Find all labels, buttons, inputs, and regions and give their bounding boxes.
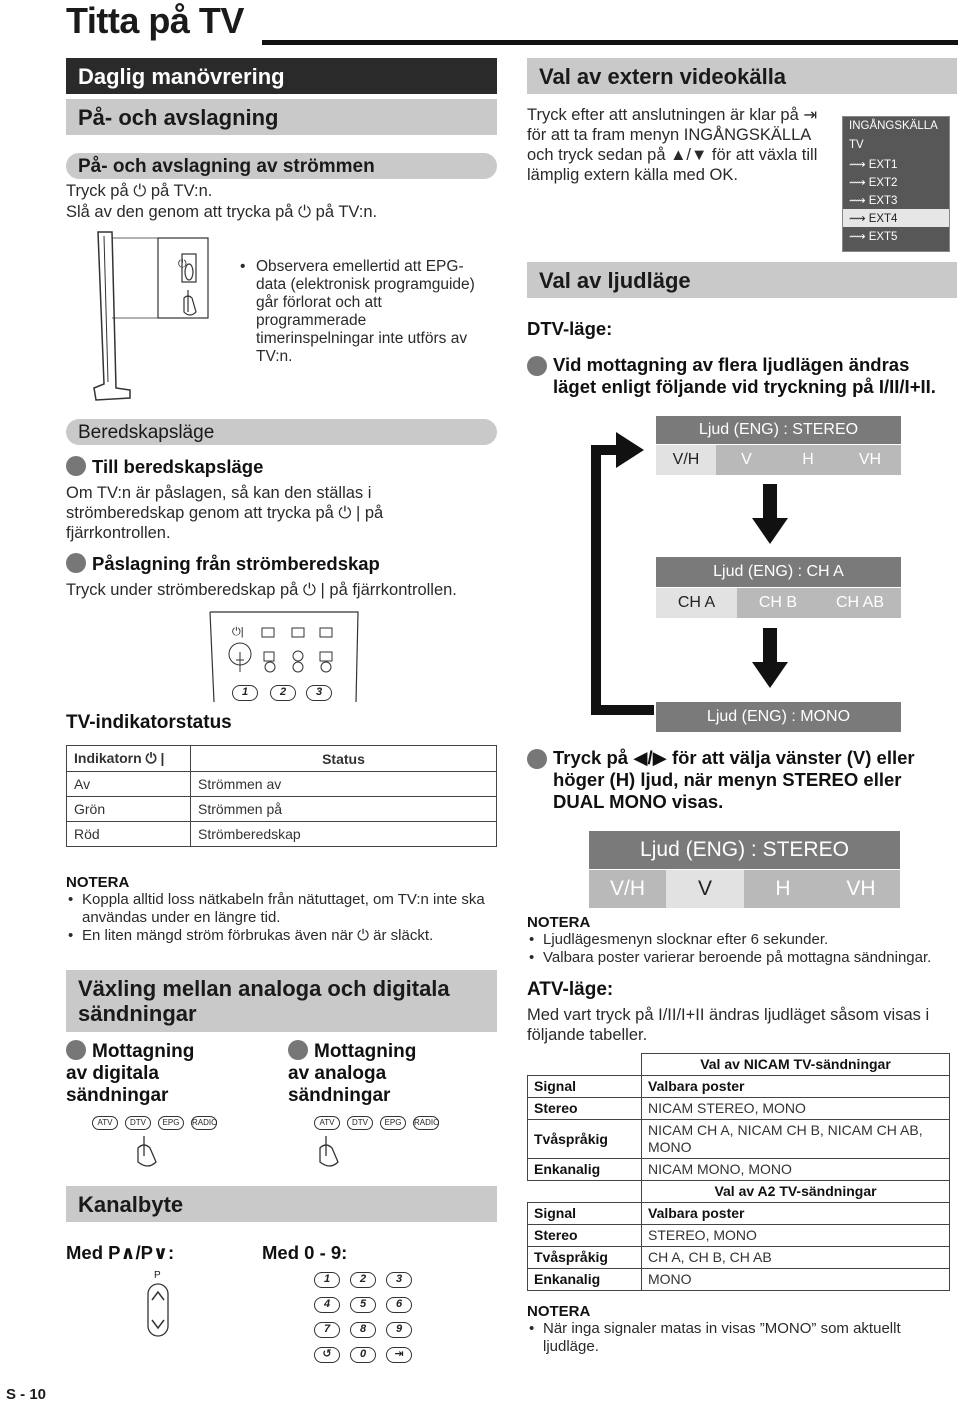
source-item-ext4[interactable]: [843, 209, 949, 227]
notera-2-item: • Ljudlägesmenyn slocknar efter 6 sekunder.: [527, 931, 957, 949]
numpad-8[interactable]: 8: [350, 1322, 376, 1338]
notera-2-item: • Valbara poster varierar beroende på mottagna sändningar.: [527, 949, 957, 967]
numpad-1[interactable]: 1: [314, 1272, 340, 1288]
section-val-ljud: Val av ljudläge: [527, 262, 957, 298]
stereo-header: Ljud (ENG) : STEREO: [656, 416, 901, 444]
cha-header: Ljud (ENG) : CH A: [656, 557, 901, 587]
notera-2-title: NOTERA: [527, 914, 591, 931]
ind-cell: Röd: [67, 822, 191, 847]
notera-3-title: NOTERA: [527, 1303, 591, 1320]
source-item-ext5[interactable]: [843, 227, 949, 245]
valbara-cell: NICAM STEREO, MONO: [642, 1098, 950, 1120]
atv-heading: ATV-läge:: [527, 979, 614, 1000]
arrow-down-icon: [752, 518, 788, 544]
col-valbara: Valbara poster: [642, 1076, 950, 1098]
scart-icon: ⟿: [849, 213, 869, 225]
signal-cell: Tvåspråkig: [528, 1120, 642, 1159]
source-label: EXT2: [868, 177, 898, 189]
num-btn-1[interactable]: 1: [232, 685, 258, 701]
scart-icon: ⟿: [849, 159, 869, 171]
p-rocker[interactable]: [146, 1282, 170, 1338]
source-item-ext3[interactable]: [843, 191, 949, 209]
source-label: EXT3: [868, 195, 898, 207]
opt-v[interactable]: V: [716, 445, 777, 475]
opt-vh[interactable]: V/H: [656, 445, 716, 475]
notera-1-title: NOTERA: [66, 874, 130, 891]
valbara-cell: NICAM CH A, NICAM CH B, NICAM CH AB, MONO: [642, 1120, 950, 1159]
signal-cell: Enkanalig: [528, 1159, 642, 1181]
tryck-line: Tryck på ⏻ på TV:n.: [66, 182, 213, 200]
numpad-input[interactable]: ⇥: [386, 1347, 412, 1363]
tv-side-illustration: [90, 228, 220, 404]
pill-beredskap: Beredskapsläge: [66, 419, 497, 445]
opt-h[interactable]: H: [744, 870, 822, 908]
paslagning-text: Tryck under strömberedskap på ⏻ | på fjärrkontrollen.: [66, 581, 457, 599]
valbara-cell: CH A, CH B, CH AB: [642, 1247, 950, 1269]
numpad-0[interactable]: 0: [350, 1347, 376, 1363]
opt-chab[interactable]: CH AB: [819, 588, 901, 618]
source-item-ext2[interactable]: [843, 173, 949, 191]
radio-button[interactable]: RADIO: [413, 1116, 439, 1130]
numpad-7[interactable]: 7: [314, 1322, 340, 1338]
section-pa-av: På- och avslagning: [66, 99, 497, 135]
numpad-2[interactable]: 2: [350, 1272, 376, 1288]
dtv-button[interactable]: DTV: [125, 1116, 151, 1130]
num-btn-2[interactable]: 2: [270, 685, 296, 701]
section-val-extern: Val av extern videokälla: [527, 58, 957, 94]
tryck-vh-text: Tryck på ◀/▶ för att välja vänster (V) eller höger (H) ljud, när menyn STEREO eller DUAL MONO visas.: [553, 747, 915, 812]
notera-2: [527, 914, 957, 967]
page-footer: S - 10: [6, 1386, 47, 1403]
notera-3-item: • När inga signaler matas in visas ”MONO” som aktuellt ljudläge.: [527, 1320, 937, 1356]
epg-button[interactable]: EPG: [158, 1116, 184, 1130]
mott-ana-label: Mottagning av analoga sändningar: [288, 1041, 417, 1106]
signal-cell: Enkanalig: [528, 1269, 642, 1291]
ind-col-status: Status: [191, 746, 497, 772]
mott-ana-heading: [288, 1040, 438, 1107]
notera-1-item: • Koppla alltid loss nätkabeln från nätuttaget, om TV:n inte ska användas under en längre tid.: [66, 891, 497, 927]
till-beredskap-heading: [66, 456, 497, 478]
valbara-cell: STEREO, MONO: [642, 1225, 950, 1247]
source-label: EXT1: [868, 159, 898, 171]
hand-pointer-icon: [130, 1130, 164, 1170]
stereo-options: [656, 445, 901, 475]
opt-h[interactable]: H: [777, 445, 839, 475]
power-icon-small: ⏻: [178, 258, 187, 270]
opt-vh[interactable]: V/H: [589, 870, 666, 908]
scart-icon: ⟿: [849, 231, 869, 243]
notera-1-item: • En liten mängd ström förbrukas även när ⏻ är släckt.: [66, 927, 497, 945]
bullet-dot: [66, 456, 86, 476]
notera-3: [527, 1303, 937, 1356]
med-09-label: Med 0 - 9:: [262, 1242, 348, 1263]
col-valbara: Valbara poster: [642, 1203, 950, 1225]
source-item-ext1[interactable]: [843, 155, 949, 173]
col-signal: Signal: [528, 1076, 642, 1098]
sla-line: Slå av den genom att trycka på ⏻ på TV:n.: [66, 203, 378, 221]
ind-cell: Grön: [67, 797, 191, 822]
bullet-dot: [288, 1040, 308, 1060]
tv-ind-heading: TV-indikatorstatus: [66, 712, 232, 733]
title-rule: [262, 40, 958, 45]
source-label: EXT5: [868, 231, 898, 243]
scart-icon: ⟿: [849, 177, 869, 189]
source-menu: [842, 116, 950, 252]
opt-chb[interactable]: CH B: [737, 588, 819, 618]
numpad-5[interactable]: 5: [350, 1297, 376, 1313]
dtv-button[interactable]: DTV: [347, 1116, 373, 1130]
arrow-shaft: [763, 628, 777, 664]
observera-text: Observera emellertid att EPG-data (elektronisk programguide) går förlorat och att programmerade timerinspelningar inte utförs av TV:n.: [256, 258, 475, 365]
till-beredskap-label: Till beredskapsläge: [92, 456, 264, 477]
arrow-shaft: [763, 484, 777, 520]
valbara-cell: MONO: [642, 1269, 950, 1291]
bullet-dot: [527, 356, 547, 376]
med-p-label: Med P∧/P∨:: [66, 1242, 175, 1263]
bullet-dot: [66, 1040, 86, 1060]
loop-bracket: [580, 420, 660, 720]
signal-cell: Tvåspråkig: [528, 1247, 642, 1269]
section-kanalbyte: Kanalbyte: [66, 1186, 497, 1222]
atv-button[interactable]: ATV: [92, 1116, 118, 1130]
opt-cha[interactable]: CH A: [656, 588, 737, 618]
source-label: EXT4: [868, 213, 898, 225]
valbara-cell: NICAM MONO, MONO: [642, 1159, 950, 1181]
till-text: Om TV:n är påslagen, så kan den ställas i strömberedskap genom att trycka på ⏻ | på fjärrkontrollen.: [66, 484, 384, 542]
btn-row-digital: [92, 1112, 224, 1130]
observera-note: • Observera emellertid att EPG-data (elektronisk programguide) går förlorat och att programmerade timerinspelningar inte utförs av TV:n.: [240, 258, 475, 365]
atv-button[interactable]: ATV: [314, 1116, 340, 1130]
stereo2-header: Ljud (ENG) : STEREO: [589, 831, 900, 869]
mott-dig-heading: [66, 1040, 216, 1107]
cha-options: [656, 588, 901, 618]
opt-vh-both[interactable]: VH: [822, 870, 900, 908]
opt-v[interactable]: V: [666, 870, 744, 908]
arrow-down-icon: [752, 662, 788, 688]
atv-text: Med vart tryck på I/II/I+II ändras ljudläget såsom visas i följande tabeller.: [527, 1006, 930, 1044]
btn-row-analog: [314, 1112, 446, 1130]
paslagning-label: Påslagning från strömberedskap: [92, 553, 380, 574]
mott-dig-label: Mottagning av digitala sändningar: [66, 1041, 195, 1106]
bullet-dot: [66, 553, 86, 573]
vid-mott-heading: [527, 354, 957, 398]
opt-vh-both[interactable]: VH: [839, 445, 901, 475]
ind-cell: Strömberedskap: [191, 822, 497, 847]
num-btn-3[interactable]: 3: [306, 685, 332, 701]
ind-col-indikator: Indikatorn ⏻ |: [67, 746, 191, 772]
numpad-flashback[interactable]: ↺: [314, 1347, 340, 1363]
signal-cell: Stereo: [528, 1225, 642, 1247]
numpad-6[interactable]: 6: [386, 1297, 412, 1313]
signal-cell: Stereo: [528, 1098, 642, 1120]
mono-header: Ljud (ENG) : MONO: [656, 702, 901, 732]
ind-cell: Strömmen av: [191, 772, 497, 797]
section-vaxling: Växling mellan analoga och digitala sändningar: [66, 970, 497, 1032]
a2-title: Val av A2 TV-sändningar: [642, 1181, 950, 1203]
scart-icon: ⟿: [849, 195, 869, 207]
vid-mott-text: Vid mottagning av flera ljudlägen ändras läget enligt följande vid tryckning på I/II/I+II.: [553, 354, 936, 397]
hand-pointer-icon: [312, 1130, 346, 1170]
pill-pa-av-strom: På- och avslagning av strömmen: [66, 153, 497, 179]
section-daglig: Daglig manövrering: [66, 58, 497, 94]
col-signal: Signal: [528, 1203, 642, 1225]
numpad-4[interactable]: 4: [314, 1297, 340, 1313]
nicam-title: Val av NICAM TV-sändningar: [642, 1054, 950, 1076]
tryck-vh-heading: [527, 747, 957, 813]
source-item-tv[interactable]: TV: [849, 139, 864, 151]
ind-cell: Av: [67, 772, 191, 797]
radio-button[interactable]: RADIO: [191, 1116, 217, 1130]
source-menu-title: INGÅNGSKÄLLA: [849, 120, 938, 132]
dtv-heading: DTV-läge:: [527, 318, 613, 339]
paslagning-heading: [66, 553, 497, 575]
page-title: Titta på TV: [66, 0, 244, 41]
bullet-dot: [527, 749, 547, 769]
ind-cell: Strömmen på: [191, 797, 497, 822]
numpad-3[interactable]: 3: [386, 1272, 412, 1288]
numpad-9[interactable]: 9: [386, 1322, 412, 1338]
indicator-table: [66, 745, 497, 847]
power-icon-remote: ⏻|: [232, 626, 244, 638]
extern-text: Tryck efter att anslutningen är klar på ⇥ för att ta fram menyn INGÅNGSKÄLLA och tryck sedan på ▲/▼ för att växla till lämplig extern källa med OK.: [527, 106, 818, 184]
epg-button[interactable]: EPG: [380, 1116, 406, 1130]
notera-1: [66, 874, 497, 945]
p-label: P: [154, 1270, 161, 1281]
atv-table: [527, 1053, 950, 1291]
stereo2-options: [589, 870, 900, 908]
